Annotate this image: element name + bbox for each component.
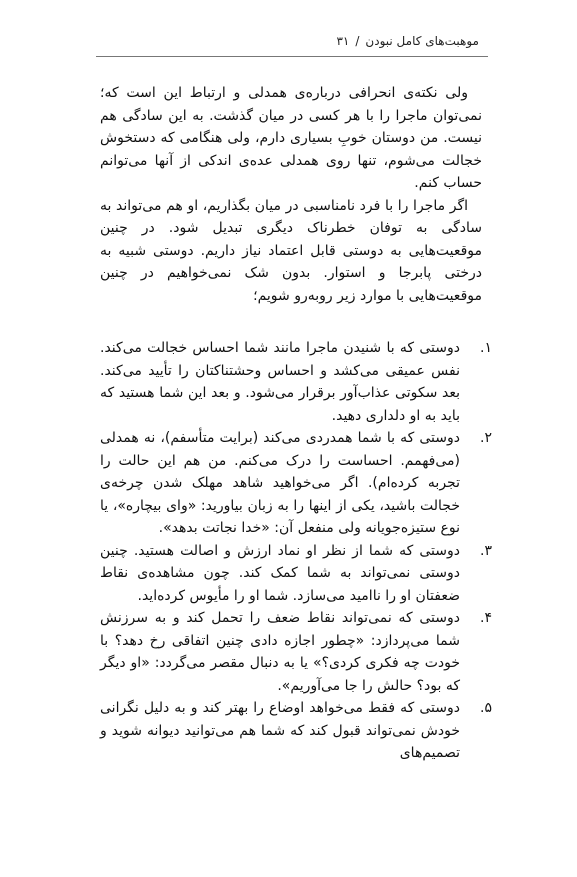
list-item-number: ۴. <box>480 610 492 626</box>
list-item-number: ۱. <box>480 340 492 356</box>
paragraph-1: ولی نکته‌ی انحرافی درباره‌ی همدلی و ارتباط این است که؛ نمی‌توان ماجرا را با هر کسی در میان گذشت. به این سادگی هم نیست. من دوستان خوبِ بسیاری دارم، ولی هنگامی که دستخوش خجالت می‌شوم، تنها روی همدلی عده‌ی اندکی از آنها می‌توانم حساب کنم. <box>100 85 482 191</box>
list-item <box>100 697 492 765</box>
list-item <box>100 607 492 697</box>
list-item <box>100 540 492 608</box>
page-number: ۳۱ <box>336 34 350 48</box>
header-rule <box>96 56 488 57</box>
list-item-number: ۲. <box>480 430 492 446</box>
list-item-text: دوستی که با شما همدردی می‌کند (برایت متأسفم)، نه همدلی (می‌فهمم. احساست را درک می‌کنم. من هم این حالت را تجربه کرده‌ام). اگر می‌خواهید شاهد مهلک شدن چرخه‌ی خجالت باشید، یکی از اینها را به زبان بیاورید: «وای بیچاره»، یا نوع ستیزه‌جویانه ولی منفعل آن: «خدا نجاتت بدهد». <box>100 430 460 536</box>
header-separator: / <box>355 34 360 48</box>
list-item-number: ۵. <box>480 700 492 716</box>
body-text <box>100 82 492 765</box>
paragraph-2: اگر ماجرا را با فرد نامناسبی در میان بگذاریم، او هم می‌تواند به سادگی به توفان خطرناک دیگری تبدیل شود. در چنین موقعیت‌هایی به دوستی قابل اعتماد نیاز داریم. دوستی شبیه به درختی پابرجا و استوار. بدون شک نمی‌خواهیم در چنین موقعیت‌هایی با موارد زیر روبه‌رو شویم؛ <box>100 197 482 304</box>
running-header <box>336 34 479 48</box>
list-item <box>100 427 492 540</box>
list-item-text: دوستی که با شنیدن ماجرا مانند شما احساس خجالت می‌کند. نفس عمیقی می‌کشد و احساس وحشتناکتان را تأیید می‌کند. بعد سکوتی عذاب‌آور برقرار می‌شود. و بعد این شما هستید که باید به او دلداری دهید. <box>100 340 460 424</box>
list-item-number: ۳. <box>480 542 492 559</box>
numbered-list <box>100 337 492 765</box>
list-item-text: دوستی که شما از نظر او نماد ارزش و اصالت هستید. چنین دوستی نمی‌تواند به شما کمک کند. چون مشاهده‌ی نقاط ضعفتان او را ناامید می‌سازد. شما او را مأیوس کرده‌اید. <box>100 542 460 604</box>
list-item-text: دوستی که فقط می‌خواهد اوضاع را بهتر کند و به دلیل نگرانی خودش نمی‌تواند قبول کند که شما هم می‌توانید دیوانه شوید و تصمیم‌های <box>100 700 460 761</box>
running-title: موهبت‌های کامل نبودن <box>365 34 479 48</box>
list-item <box>100 337 492 427</box>
list-item-text: دوستی که نمی‌تواند نقاط ضعف را تحمل کند و به سرزنش شما می‌پردازد: «چطور اجازه دادی چنین اتفاقی رخ دهد؟ با خودت چه فکری کردی؟» یا به دنبال مقصر می‌گردد: «او دیگر که بود؟ حالش را جا می‌آوریم». <box>100 610 460 694</box>
